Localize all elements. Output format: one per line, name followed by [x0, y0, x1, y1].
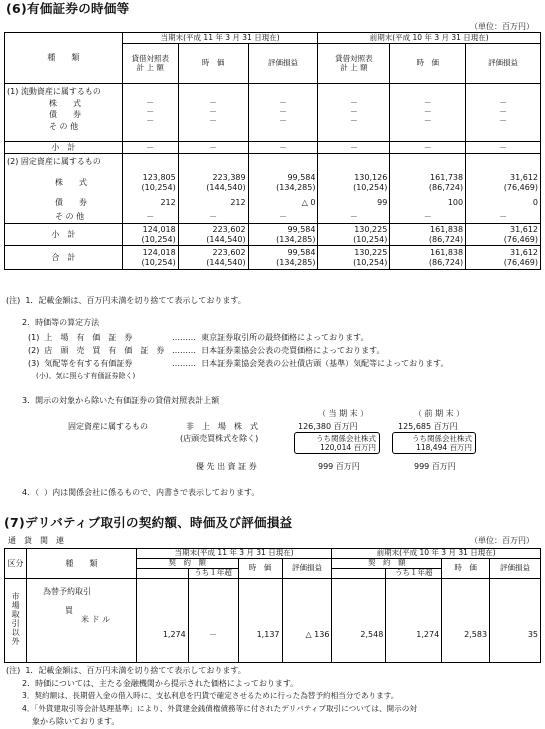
- fixed-stocks-cell: 123,805 (10,254): [122, 170, 178, 196]
- current-subtotal-cell: －: [248, 142, 318, 154]
- fixed-other-cell: －: [122, 210, 178, 224]
- fixed-other-cell: －: [390, 210, 466, 224]
- fixed-subtotal-cell: 31,612 (76,469): [466, 224, 541, 246]
- securities-table: [4, 32, 541, 270]
- note6-2-3-label: (3) 気配等を有する有価証券: [28, 359, 133, 368]
- type-cell: [26, 579, 136, 663]
- fixed-subtotal-label: 小 計: [5, 224, 123, 246]
- current-subtotal-cell: －: [390, 142, 466, 154]
- grand-total-cell: 31,612 (76,469): [466, 246, 541, 270]
- current-col3: － － －: [248, 84, 318, 142]
- note7-1: (注) 1．記載金額は、百万円未満を切り捨てて表示しております。: [6, 666, 246, 675]
- current-col6: － － －: [466, 84, 541, 142]
- fixed-subtotal-cell: 161,838 (86,724): [390, 224, 466, 246]
- note6-3-unlisted-label: 非 上 場 株 式: [186, 422, 258, 431]
- fixed-bonds-cell: 0: [466, 196, 541, 210]
- fixed-stocks-label: 株 式: [5, 170, 123, 196]
- note7-3: 3．契約額は、長期借入金の借入時に、支払利息を円貨で確定させるために行った為替予約相当分であります。: [22, 691, 399, 700]
- note6-3-current-value: 126,380 百万円: [298, 422, 358, 431]
- note6-2-2-label: (2) 店 頭 売 買 有 価 証 券: [28, 346, 165, 355]
- grand-total-cell: 99,584 (134,285): [248, 246, 318, 270]
- fixed-bonds-cell: 100: [390, 196, 466, 210]
- valuation-cell: △ 136: [282, 579, 332, 663]
- note6-1: (注) 1．記載金額は、百万円未満を切り捨てて表示しております。: [6, 296, 246, 305]
- current-bonds-label: 債 券: [49, 110, 81, 120]
- section7-title: (7)デリバティブ取引の契約額、時価及び評価損益: [4, 515, 293, 530]
- derivatives-table: [4, 548, 541, 663]
- note6-3-current-header: （ 当 期 末 ）: [318, 409, 369, 418]
- current-other-label: そ の 他: [49, 121, 79, 131]
- fixed-stocks-cell: 99,584 (134,285): [248, 170, 318, 196]
- buy-usd-label: 買 米 ド ル: [64, 606, 111, 625]
- note6-3-preferred-prior: 999 百万円: [414, 462, 456, 471]
- note7-4b: 象から除いております。: [32, 717, 120, 726]
- grand-total-cell: 124,018 (10,254): [122, 246, 178, 270]
- header-market-value: 時 価: [238, 559, 282, 579]
- header-valuation: 評価損益: [248, 44, 318, 84]
- fixed-bonds-cell: 99: [318, 196, 390, 210]
- current-subtotal-cell: －: [318, 142, 390, 154]
- header-division: 区分: [5, 549, 27, 579]
- fixed-subtotal-cell: 124,018 (10,254): [122, 224, 178, 246]
- note7-2: 2．時価については、主たる金融機関から提示された価格によっております。: [22, 679, 299, 688]
- fixed-bonds-cell: 212: [178, 196, 248, 210]
- note6-3-current-affiliate-box: うち関係会社株式 120,014 百万円: [294, 432, 380, 454]
- fixed-bonds-cell: 212: [122, 196, 178, 210]
- header-prior-period: 前期末(平成 10 年 3 月 31 日現在): [318, 33, 541, 44]
- grand-total-cell: 161,838 (86,724): [390, 246, 466, 270]
- current-stocks-label: 株 式: [49, 99, 81, 109]
- section7-subtitle: 通 貨 関 連: [8, 536, 64, 545]
- header-over-one-year: うち１年超: [386, 569, 442, 579]
- fixed-other-cell: －: [318, 210, 390, 224]
- fixed-subtotal-cell: 130,225 (10,254): [318, 224, 390, 246]
- section6-title: (6)有価証券の時価等: [6, 1, 130, 16]
- grand-total-label: 合 計: [5, 246, 123, 270]
- header-current-period: 当期末(平成 11 年 3 月 31 日現在): [136, 549, 332, 559]
- current-subtotal-label: 小 計: [5, 142, 123, 154]
- header-contract: 契 約 額: [332, 559, 442, 569]
- note6-3-preferred-label: 優 先 出 資 証 券: [196, 462, 257, 471]
- header-type: 種 類: [26, 549, 136, 579]
- header-contract: 契 約 額: [136, 559, 238, 569]
- fixed-subtotal-cell: 223,602 (144,540): [178, 224, 248, 246]
- header-market-value: 時 価: [442, 559, 490, 579]
- fixed-stocks-cell: 223,389 (144,540): [178, 170, 248, 196]
- fixed-bonds-label: 債 券: [5, 196, 123, 210]
- current-assets-label: (1) 流動資産に属するもの: [7, 87, 101, 96]
- header-over-one-year: うち１年超: [188, 569, 238, 579]
- valuation-cell: 35: [490, 579, 541, 663]
- division-label: 市場取引以外: [11, 592, 21, 647]
- contract-value-cell: 2,548: [332, 579, 386, 663]
- note6-3: 3．開示の対象から除いた有価証券の貸借対照表計上額: [22, 396, 220, 405]
- note6-3-preferred-current: 999 百万円: [318, 462, 360, 471]
- note6-3-prior-header: （ 前 期 末 ）: [414, 409, 465, 418]
- current-col2: － － －: [178, 84, 248, 142]
- note6-3-unlisted-sub: (店頭売買株式を除く): [180, 434, 259, 443]
- current-subtotal-cell: －: [178, 142, 248, 154]
- fixed-stocks-cell: 130,126 (10,254): [318, 170, 390, 196]
- note6-2-2-text: ……… 日本証券業協会公表の売買価格によっております。: [172, 346, 385, 355]
- contract-value-cell: 1,274: [136, 579, 188, 663]
- header-valuation: 評価損益: [490, 559, 541, 579]
- fixed-other-cell: －: [178, 210, 248, 224]
- fixed-stocks-cell: 31,612 (76,469): [466, 170, 541, 196]
- market-value-cell: 1,137: [238, 579, 282, 663]
- fixed-stocks-cell: 161,738 (86,724): [390, 170, 466, 196]
- note6-2-4: (小)、気に照らす有価証券除く): [36, 372, 136, 380]
- note6-2: 2．時価等の算定方法: [22, 318, 100, 327]
- header-market-value: 時 価: [390, 44, 466, 84]
- header-book-value: 貸借対照表 計 上 額: [122, 44, 178, 84]
- grand-total-cell: 223,602 (144,540): [178, 246, 248, 270]
- header-current-period: 当期末(平成 11 年 3 月 31 日現在): [122, 33, 318, 44]
- note7-4a: 4．「外貨建取引等会計処理基準」により、外貨建金銭債権債務等に付されたデリバティブ取引については、開示の対: [22, 704, 417, 713]
- fixed-bonds-cell: △ 0: [248, 196, 318, 210]
- header-category: 種 類: [5, 33, 123, 84]
- forward-contract-label: 為替予約取引: [42, 587, 91, 596]
- note6-4: 4．（ ）内は関係会社に係るもので、内書きで表示しております。: [22, 488, 260, 497]
- header-valuation: 評価損益: [282, 559, 332, 579]
- division-cell: [5, 579, 27, 663]
- section6-unit: （単位：百万円）: [470, 22, 534, 31]
- header-valuation: 評価損益: [466, 44, 541, 84]
- contract-over-year-cell: 1,274: [386, 579, 442, 663]
- note6-3-prior-value: 125,685 百万円: [398, 422, 458, 431]
- current-col1: － － －: [122, 84, 178, 142]
- contract-over-year-cell: －: [188, 579, 238, 663]
- note6-2-1-text: ……… 東京証券取引所の最終価格によっております。: [172, 333, 369, 342]
- grand-total-cell: 130,225 (10,254): [318, 246, 390, 270]
- header-market-value: 時 価: [178, 44, 248, 84]
- fixed-other-cell: －: [466, 210, 541, 224]
- market-value-cell: 2,583: [442, 579, 490, 663]
- fixed-other-label: そ の 他: [5, 210, 123, 224]
- header-prior-period: 前期末(平成 10 年 3 月 31 日現在): [332, 549, 541, 559]
- current-col5: － － －: [390, 84, 466, 142]
- current-col4: － － －: [318, 84, 390, 142]
- fixed-other-cell: －: [248, 210, 318, 224]
- fixed-assets-label: (2) 固定資産に属するもの: [5, 154, 123, 170]
- current-subtotal-cell: －: [122, 142, 178, 154]
- note6-2-3-text: ……… 日本証券業協会発表の公社債店頭（基準）気配等によっております。: [172, 359, 449, 368]
- fixed-subtotal-cell: 99,584 (134,285): [248, 224, 318, 246]
- current-assets-labels: [5, 84, 123, 142]
- note6-3-prior-affiliate-box: うち関係会社株式 118,494 百万円: [392, 432, 476, 454]
- current-subtotal-cell: －: [466, 142, 541, 154]
- section7-unit: （単位：百万円）: [470, 536, 534, 545]
- note6-3-fixed-label: 固定資産に属するもの: [68, 422, 148, 431]
- header-book-value: 貸借対照表 計 上 額: [318, 44, 390, 84]
- note6-2-1-label: (1) 上 場 有 価 証 券: [28, 333, 133, 342]
